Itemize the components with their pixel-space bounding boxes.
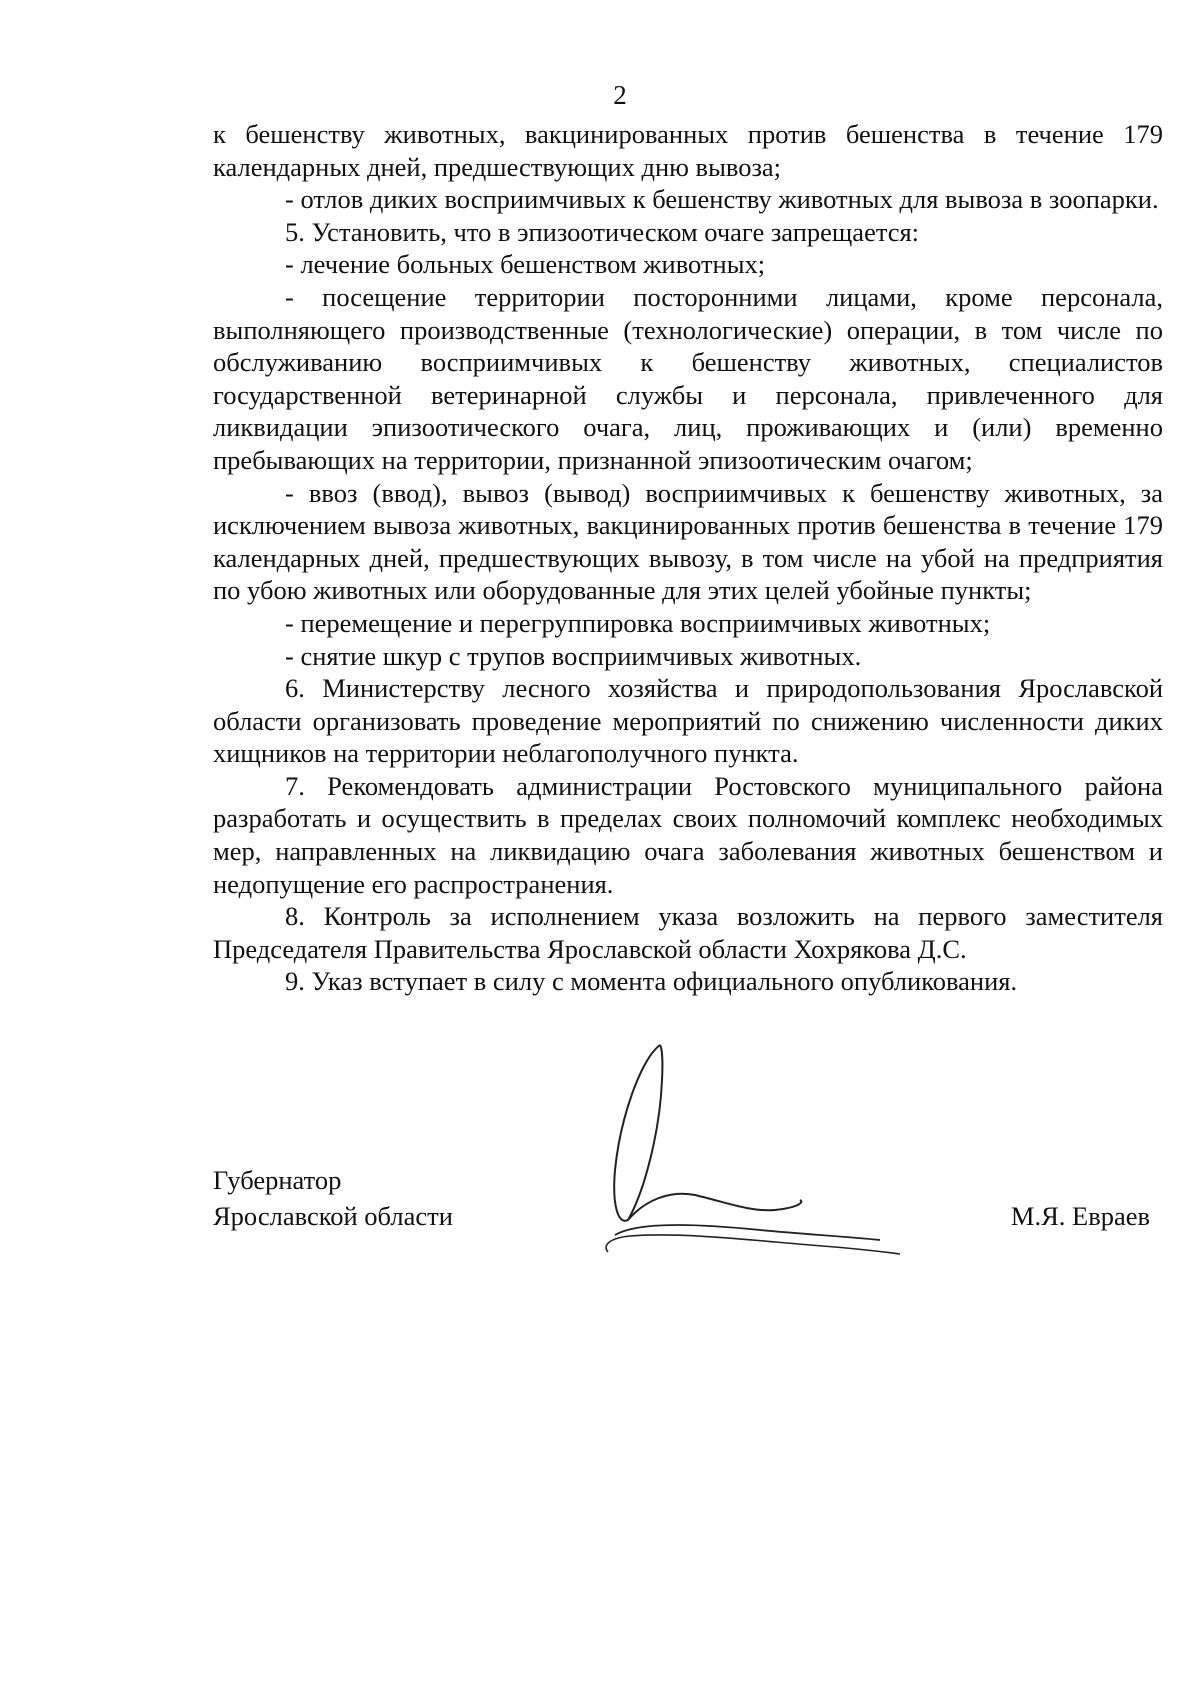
- handwritten-signature: [600, 1040, 960, 1300]
- paragraph-capture-zoo: - отлов диких восприимчивых к бешенству животных для вывоза в зоопарки.: [285, 184, 1159, 215]
- page-number: 2: [613, 80, 627, 110]
- signatory-title: [213, 1162, 453, 1234]
- paragraph-item-6: 6. Министерству лесного хозяйства и природопользования Ярославской области организовать проведение мероприятий по снижению численности диких хищников на территории неблагополучного пункта.: [213, 673, 1163, 769]
- paragraph-import-export-ban: - ввоз (ввод), вывоз (вывод) восприимчивых к бешенству животных, за исключением вывоза животных, вакцинированных против бешенства в течение 179 календарных дней, предшествующих вывозу, в том числе на убой на предприятия по убою животных или оборудованные для этих целей убойные пункты;: [213, 477, 1163, 606]
- signatory-name: М.Я. Евраев: [1010, 1201, 1150, 1231]
- signatory-title-line1: Губернатор: [213, 1165, 342, 1195]
- signatory-title-line2: Ярославской области: [213, 1201, 453, 1231]
- paragraph-item-7: 7. Рекомендовать администрации Ростовского муниципального района разработать и осуществить в пределах своих полномочий комплекс необходимых мер, направленных на ликвидацию очага заболевания животных бешенством и недопущение его распространения.: [213, 770, 1163, 899]
- paragraph-continuation: к бешенству животных, вакцинированных против бешенства в течение 179 календарных дней, предшествующих дню вывоза;: [213, 119, 1163, 182]
- paragraph-movement-ban: - перемещение и перегруппировка восприимчивых животных;: [285, 607, 991, 638]
- paragraph-treatment-ban: - лечение больных бешенством животных;: [285, 249, 766, 280]
- paragraph-item-5: 5. Установить, что в эпизоотическом очаге запрещается:: [285, 216, 920, 247]
- paragraph-skinning-ban: - снятие шкур с трупов восприимчивых животных.: [285, 640, 862, 671]
- paragraph-item-9: 9. Указ вступает в силу с момента официального опубликования.: [285, 966, 1018, 997]
- paragraph-item-8: 8. Контроль за исполнением указа возложить на первого заместителя Председателя Правительства Ярославской области Хохрякова Д.С.: [213, 901, 1163, 964]
- document-body: [213, 118, 1163, 998]
- paragraph-visit-ban: - посещение территории посторонними лицами, кроме персонала, выполняющего производственные (технологические) операции, в том числе по обслуживанию восприимчивых к бешенству животных, специалистов государственной ветеринарной службы и персонала, привлеченного для ликвидации эпизоотического очага, лиц, проживающих и (или) временно пребывающих на территории, признанной эпизоотическим очагом;: [213, 281, 1163, 475]
